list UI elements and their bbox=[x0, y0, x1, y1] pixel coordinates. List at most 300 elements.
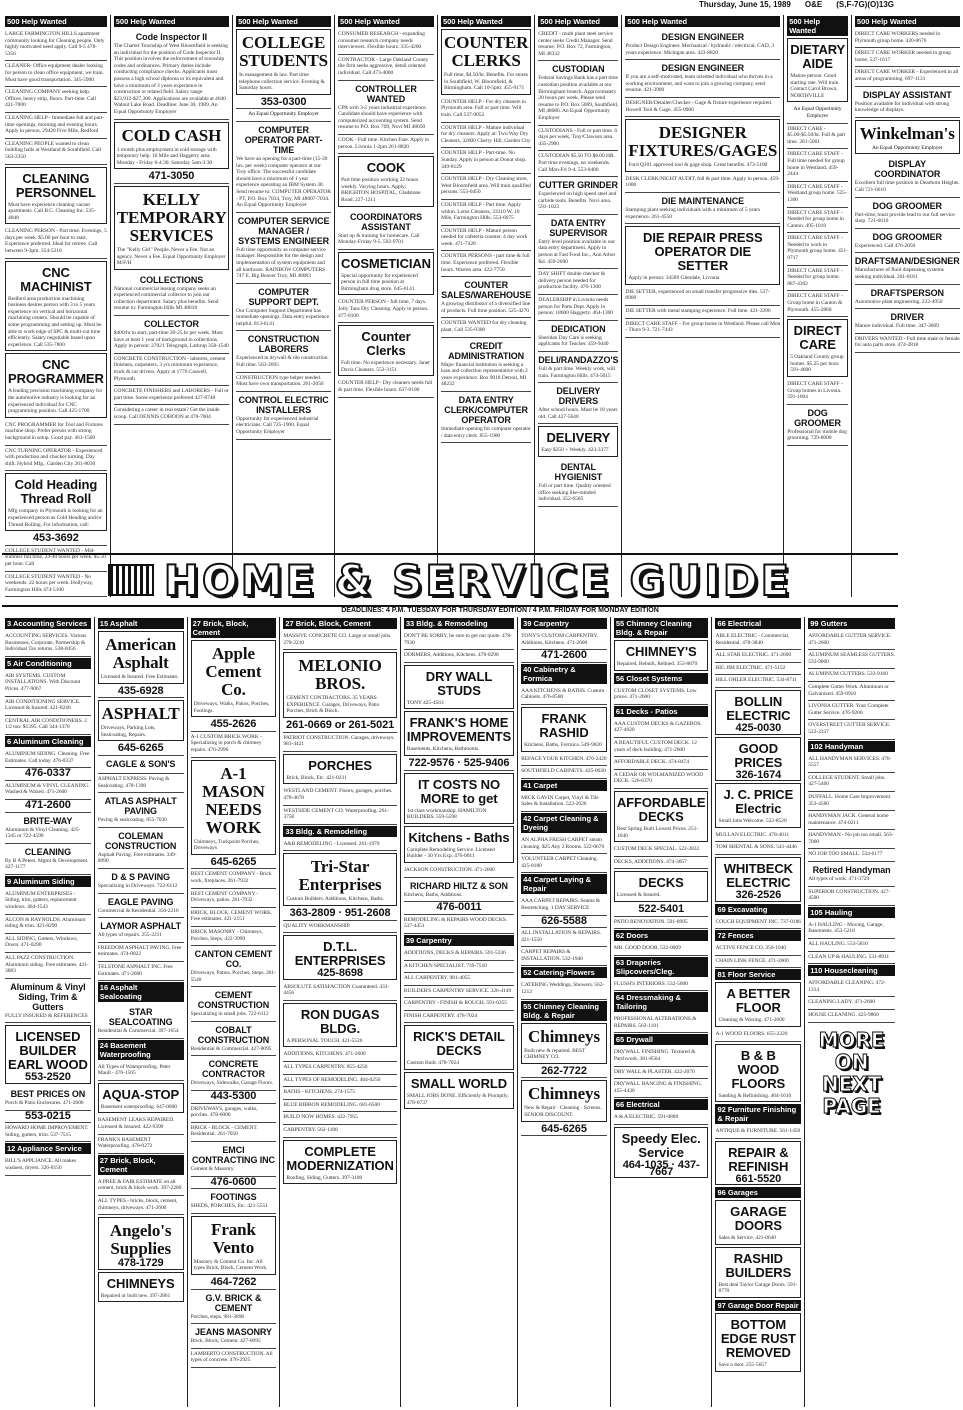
ad-note: An Equal Opportunity Employer bbox=[793, 106, 842, 119]
category-heading: 33 Bldg. & Remodeling bbox=[283, 826, 397, 837]
ad-body: SMALL JOBS DONE. Efficiently & Promptly. 478-0737 bbox=[406, 1093, 509, 1106]
ad-body: FRANK'S BASEMENT Waterproofing. 478-0272 bbox=[97, 1136, 153, 1150]
ad-body: COUNTER HELP - Part time. Apply within. Lotus Cleaners, 33310 W. 10 Mile, Farmington Hills. 553-6075 bbox=[440, 201, 521, 222]
category-heading: 24 Basement Waterproofing bbox=[98, 1040, 184, 1060]
classified-ad bbox=[98, 1272, 184, 1303]
ad-body: Part time position working 22 hours weekly. Varying hours. Apply: BRIGHTON HOSPITAL, Gladstone Road. 227-1211 bbox=[341, 177, 421, 203]
classified-ad bbox=[808, 887, 895, 906]
category-heading: 63 Draperies Slipcovers/Cleg. bbox=[614, 957, 709, 977]
ad-subhead: G.V. BRICK & CEMENT bbox=[205, 1292, 262, 1313]
classified-ad bbox=[98, 1135, 184, 1154]
ad-headline: Chimneys bbox=[528, 1026, 600, 1046]
ad-subhead: DISPLAY ASSISTANT bbox=[862, 89, 952, 100]
classified-ad bbox=[5, 1123, 91, 1142]
ad-body: Brick, Block, Cement. 427-0095 bbox=[190, 1338, 261, 1345]
ad-body: CNC TURNING OPERATOR - Experienced with production and chucker turning. Day shift. Hybrid Mfg., Garden City 261-8030 bbox=[5, 447, 103, 467]
classified-ad bbox=[715, 857, 801, 902]
ad-body: BLUE RIBBON REMODELING. 681-6500 bbox=[283, 1101, 380, 1108]
ad-body: ALUMINUM & VINYL CLEANING. Washed & Waxed. 471-2600 bbox=[5, 782, 90, 796]
classified-ad bbox=[283, 1140, 397, 1185]
classified-ad bbox=[521, 835, 607, 854]
classified-ad bbox=[191, 760, 277, 855]
ad-body: A CEDAR OR WOLMANIZED WOOD DECK. 526-6370 bbox=[613, 771, 704, 785]
ad-body: DIRECT CARE STAFF - Group homes in Livonia. 591-1004 bbox=[787, 381, 843, 401]
classified-ad bbox=[614, 686, 709, 705]
classified-ad bbox=[787, 182, 848, 208]
classified-ad bbox=[114, 272, 229, 316]
classified-ad bbox=[404, 826, 514, 863]
ad-note: An Equal Opportunity Employer bbox=[871, 144, 943, 151]
classified-ad bbox=[338, 297, 434, 323]
classified-ad bbox=[283, 733, 397, 752]
classified-ad bbox=[521, 854, 607, 873]
ad-phone: 425-0030 bbox=[735, 721, 782, 734]
classified-ad bbox=[808, 754, 895, 773]
service-guide-columns bbox=[2, 617, 898, 1407]
classified-ad bbox=[787, 405, 848, 446]
ad-subhead: Code Inspector II bbox=[135, 32, 208, 42]
ad-body: TONY 425-4563 bbox=[406, 699, 444, 706]
classified-ad bbox=[715, 1141, 801, 1186]
ad-body: CENTRAL AIR CONDITIONERS. 2 1/2 ton: $1395. Call 344-1378 bbox=[5, 717, 87, 731]
classified-ad bbox=[855, 253, 960, 284]
ad-subhead: DEDICATION bbox=[551, 323, 606, 334]
category-heading: 3 Accounting Services bbox=[5, 618, 91, 629]
classified-ad bbox=[191, 857, 277, 870]
ad-body: ALL TYPES OF REMODELING. 464-0250 bbox=[283, 1076, 381, 1083]
ad-headline: ASPHALT bbox=[101, 704, 180, 724]
ad-body: BEST CEMENT COMPANY - Brick work, fireplaces. 261-7932 bbox=[190, 871, 272, 884]
section-heading: 500 Help Wanted bbox=[338, 16, 434, 27]
classified-ad bbox=[441, 200, 531, 226]
ad-phone: 435-6928 bbox=[117, 684, 164, 697]
classified-ad bbox=[191, 1189, 277, 1214]
classified-ad bbox=[715, 1029, 801, 1042]
ad-body: Repaired or built new. 397-2861 bbox=[100, 1292, 171, 1299]
ad-body: NO JOB TOO SMALL. 534-6177 bbox=[808, 851, 883, 858]
classified-ad bbox=[191, 987, 277, 1022]
category-heading: 72 Fences bbox=[715, 930, 801, 941]
ad-body: Built new & repaired. BEST CHIMNEY CO. bbox=[524, 1047, 586, 1061]
ad-body: AAA KITCHENS & BATHS. Custom Cabinets. 476-0580 bbox=[521, 687, 605, 701]
ad-body: BUILD NOW HOMES. 422-7955 bbox=[283, 1114, 358, 1121]
ad-headline: WHITBECK ELECTRIC bbox=[723, 860, 793, 890]
classified-ad bbox=[441, 338, 531, 392]
ad-phone: 476-0337 bbox=[25, 767, 71, 780]
ad-body: FULLY INSURED & REFERENCES bbox=[5, 1012, 88, 1019]
ad-phone: 471-2600 bbox=[541, 649, 587, 662]
classified-column bbox=[622, 15, 784, 597]
category-heading: 61 Decks - Patios bbox=[614, 706, 709, 717]
classified-ad bbox=[614, 857, 709, 870]
ad-body: 1st class workmanship. HAMILTON BUILDERS. 559-5598 bbox=[406, 807, 487, 821]
classified-ad bbox=[787, 319, 848, 377]
ad-body: Experienced on high speed steel and carbide tools. Benefits. Novi area. 591-1023 bbox=[538, 191, 617, 211]
classified-ad bbox=[715, 1126, 801, 1139]
ad-subhead: ATLAS ASPHALT PAVING bbox=[104, 796, 177, 817]
ad-body: Roofing, Siding, Gutters. 397-3100 bbox=[286, 1174, 363, 1181]
ad-body: ADDITIONS, DECKS & REPAIRS. 591-5336 bbox=[403, 949, 506, 956]
classified-ad bbox=[283, 1049, 397, 1062]
classified-ad bbox=[538, 151, 618, 177]
ad-headline: A BETTER FLOOR bbox=[726, 986, 791, 1016]
ad-body: LAMBERTO CONSTRUCTION. All types of concrete. 476-2925 bbox=[190, 1350, 273, 1364]
ad-phone: 661-5520 bbox=[735, 1172, 782, 1185]
ad-headline: DIETARY AIDE bbox=[790, 42, 846, 71]
classified-ad bbox=[283, 1075, 397, 1088]
ad-body: Position available for individual with strong knowledge of displays. bbox=[854, 100, 950, 114]
ad-body: SHEDS, PORCHES, Etc. 421-5551 bbox=[190, 1203, 268, 1210]
banner-title: HOME & SERVICE GUIDE bbox=[163, 555, 793, 605]
ad-subhead: DESIGN ENGINEER bbox=[661, 32, 745, 42]
ad-subhead: EMCI CONTRACTING INC bbox=[191, 1145, 275, 1166]
ad-subhead: CONTROLLER WANTED bbox=[355, 83, 417, 104]
classified-ad bbox=[441, 123, 531, 149]
ad-phone: 261-0669 or 261-5021 bbox=[286, 718, 395, 731]
classified-ad bbox=[5, 533, 107, 546]
classified-ad bbox=[538, 61, 618, 125]
ad-body: Easy $250 + Weekly. 423-3377 bbox=[541, 447, 609, 454]
ad-body: ALL SIDING, Gutters, Windows, Doors. 471-0290 bbox=[5, 935, 78, 949]
ad-body: BILL OHLER ELECTRIC. 534-8711 bbox=[715, 677, 797, 684]
section-heading: 500 Help Wanted bbox=[441, 16, 531, 27]
ad-body: AIR CONDITIONING SERVICE. Licensed & Insured. 421-0240 bbox=[5, 698, 81, 712]
ad-headline: KELLY TEMPORARY SERVICES bbox=[116, 189, 227, 245]
ad-body: Licensed & Insured. bbox=[616, 892, 661, 899]
classified-ad bbox=[338, 29, 434, 55]
ad-headline: Winkelman's bbox=[859, 123, 955, 143]
ad-body: Part-time, must provide lead to our full service shop. 721-6610 bbox=[854, 211, 955, 225]
classified-ad bbox=[614, 1047, 709, 1066]
classified-ad bbox=[236, 392, 331, 440]
classified-ad bbox=[715, 1200, 801, 1245]
ad-body: A&B REMODELING - Licensed. 261-1970 bbox=[283, 840, 380, 847]
ad-headline: DESIGNER FIXTURES/GAGES bbox=[628, 123, 778, 161]
ad-body: Product Design Engineer. Mechanical / hydraulic / electrical. CAD, 3 years experience. Michigan area. 423-8820 bbox=[625, 43, 774, 56]
category-heading: 92 Furniture Finishing & Repair bbox=[715, 1104, 801, 1124]
ad-headline: AFFORDABLE DECKS bbox=[616, 794, 706, 824]
classified-ad bbox=[715, 783, 801, 828]
ad-body: A KITCHEN SPECIALIST. 739-7510 bbox=[403, 962, 487, 969]
ad-subhead: DELIVERY DRIVERS bbox=[556, 386, 601, 407]
classified-ad bbox=[114, 186, 229, 270]
category-heading: 44 Carpet Laying & Repair bbox=[521, 874, 607, 894]
ad-body: CLEANING PERSON - Part time. Evenings, 5 days per week. $5.00 per hour to start. Experience preferred. Ideal for retiree. Call between 9-3pm. 354-5210 bbox=[5, 228, 107, 255]
classified-ad bbox=[98, 793, 184, 828]
ad-body: We have an opening for a part-time (15-20 hrs. per week) computer operator at our Troy office. The successful candidate should have a minimum of 1 year experience operating an IBM System 38. Send resume to: COMPUTER OPERATOR - PT, P.O. Box 7034, Troy, MI 48007-7034. An Equal Opportunity Employer bbox=[236, 155, 331, 209]
classified-column bbox=[2, 617, 95, 1407]
classified-ad bbox=[98, 918, 184, 943]
ad-body: BRICK MASONRY - Chimneys, Porches, Steps. 422-3999 bbox=[190, 928, 263, 942]
ad-body: CUSTODIAN $5.50 TO $6.00 HR. Part time evenings, no weekends. Call Mon-Fri 9-4. 553-0480 bbox=[538, 153, 615, 173]
classified-ad bbox=[114, 405, 229, 424]
ad-body: Sheridan Day Care is seeking applicants for Teacher. 459-9440 bbox=[538, 334, 609, 348]
ad-body: Full time. No experience necessary. Janet Davis Cleaners. 553-3151 bbox=[341, 360, 430, 373]
ad-body: COUNTER HELP - Mature individual for dry cleaners. Apply at: Two Way Dry Cleaners, 32600 Cherry Hill, Garden City bbox=[440, 124, 531, 144]
ad-body: ALL HANDYMAN SERVICES. 476-5557 bbox=[808, 755, 892, 769]
ad-body: DORMERS, Additions, Kitchens. 478-0290 bbox=[403, 652, 499, 659]
ad-headline: GARAGE DOORS bbox=[730, 1204, 787, 1234]
ad-headline: DELIVERY bbox=[546, 430, 611, 446]
classified-ad bbox=[283, 935, 397, 980]
ad-body: ABSOLUTE SATISFACTION Guaranteed. 433-4456 bbox=[283, 983, 390, 997]
ad-body: A & A ELECTRIC. 591-0880 bbox=[613, 1114, 679, 1121]
classified-column bbox=[438, 15, 535, 597]
ad-headline: COLD CASH bbox=[121, 125, 222, 145]
classified-ad bbox=[283, 754, 397, 785]
classified-ad bbox=[855, 285, 960, 310]
classified-ad bbox=[521, 766, 607, 779]
classified-ad bbox=[191, 1277, 277, 1290]
classified-ad bbox=[521, 896, 607, 915]
ad-headline: Chimneys bbox=[528, 1084, 600, 1104]
ad-phone: 471-3050 bbox=[148, 170, 195, 183]
classified-ad bbox=[283, 720, 397, 733]
ad-body: DON'T BE SORRY, be sure to get our quote. 478-7930 bbox=[403, 633, 512, 646]
ad-headline: COSMETICIAN bbox=[341, 255, 431, 271]
classified-ad bbox=[191, 719, 277, 732]
ad-phone: 455-2626 bbox=[210, 718, 257, 731]
ad-body: BASEMENT LEAKS REPAIRED. Licensed & Insured. 422-9390 bbox=[97, 1117, 175, 1131]
ad-body: BUILDER'S CARPENTRY SERVICE. 326-4149 bbox=[403, 987, 512, 994]
category-heading: 105 Hauling bbox=[808, 907, 895, 918]
ad-body: OVERSTREET GUTTER SERVICE. 522-2337 bbox=[808, 722, 891, 735]
ad-body: ALUMINUM SIDING. Cleaning. Free Estimates. Call today. 476-0337 bbox=[5, 750, 90, 764]
classified-ad bbox=[441, 277, 531, 318]
ad-body: DIRECT CARE WORKERS needed in Plymouth group home. 420-0676 bbox=[854, 31, 941, 44]
classified-ad bbox=[521, 631, 607, 650]
classified-ad bbox=[614, 943, 709, 956]
classified-ad bbox=[404, 1072, 514, 1109]
ad-body: AFFORDABLE CLEANING. 472-1314 bbox=[808, 980, 886, 993]
ad-body: DIRECT CARE WORKER - Experienced in all areas of programming. 697-1131 bbox=[854, 69, 959, 82]
ad-body: PATRIOT CONSTRUCTION. Garages, driveways. 981-4421 bbox=[283, 734, 395, 748]
ad-body: CNC PROGRAMMER for Tool and Fixtures machine shop. Prefer person with strong background in setup. Good pay. 461-1500 bbox=[5, 421, 103, 441]
ad-body: Automotive plant engineering. 222-4950 bbox=[854, 298, 943, 305]
ad-note: An Equal Opportunity Employer bbox=[248, 111, 319, 118]
ad-body: Apply in person: 34589 Glendale, Livonia bbox=[628, 275, 720, 282]
classified-ad bbox=[404, 773, 514, 824]
ad-subhead: DOG GROOMER bbox=[794, 407, 841, 428]
classified-column bbox=[2, 15, 111, 597]
classified-ad bbox=[538, 215, 618, 269]
ad-headline: Speedy Elec. Service bbox=[621, 1131, 701, 1161]
classified-ad bbox=[808, 952, 895, 965]
ad-body: A BEAUTIFUL CUSTOM DECK. 12 years of deck building. 471-2600 bbox=[613, 739, 697, 753]
ad-headline: Kitchens - Baths bbox=[408, 829, 510, 845]
classified-ad bbox=[538, 126, 618, 152]
classified-ad bbox=[236, 331, 331, 372]
classified-ad bbox=[521, 793, 607, 812]
header-paper: O&E bbox=[804, 0, 823, 9]
classified-ad bbox=[614, 770, 709, 789]
ad-subhead: DELI/RANDAZZO'S bbox=[538, 355, 619, 365]
category-heading: 5 Air Conditioning bbox=[5, 658, 91, 669]
ad-phone: 476-0600 bbox=[210, 1175, 257, 1188]
classified-ad bbox=[98, 1083, 184, 1114]
classified-ad bbox=[521, 1066, 607, 1079]
ad-subhead: DATA ENTRY CLERK/COMPUTER OPERATOR bbox=[444, 395, 528, 425]
ad-body: ALL STAR ELECTRIC. 471-2600 bbox=[715, 652, 792, 659]
ad-subhead: COMPUTER OPERATOR PART-TIME bbox=[244, 124, 323, 155]
category-heading: 39 Carpentry bbox=[404, 935, 514, 946]
classified-column bbox=[280, 617, 401, 1407]
ad-headline: FRANK'S HOME IMPROVEMENTS bbox=[406, 715, 512, 745]
ad-body: COLLEGE STUDENT WANTED - Mid-summer full time, 24-40 hours per week. $5.50 per hour. Call bbox=[5, 547, 106, 567]
ad-body: HANDYMAN JACK. General home maintenance. 474-0211 bbox=[808, 813, 889, 826]
classified-ad bbox=[521, 686, 607, 705]
ad-body: BIG JIM ELECTRIC. 471-5152 bbox=[715, 664, 786, 671]
ad-body: Specializing in small jobs. 722-6112 bbox=[190, 1011, 269, 1018]
ad-subhead: CONSTRUCTION LABORERS bbox=[247, 334, 320, 355]
ad-body: BILL'S APPLIANCE. All makes washers, dryers. 326-8150 bbox=[5, 1158, 77, 1171]
ad-body: FREEDOM ASPHALT PAVING. Free estimates. 474-0022 bbox=[97, 944, 182, 958]
ad-body: HOWARD HOME IMPROVEMENT. Siding, gutters, trim. 537-7515 bbox=[5, 1125, 89, 1138]
classified-ad bbox=[404, 902, 514, 915]
ad-body: Complete Remodeling Service. Licensed Builder - 30 Yrs Exp. 476-0011 bbox=[406, 846, 495, 860]
classified-ad bbox=[625, 29, 780, 60]
ad-subhead: COLLECTOR bbox=[143, 319, 199, 330]
ad-body: LIVONIA GUTTER. Your Complete Gutter Service. 476-9200 bbox=[808, 703, 889, 716]
classified-ad bbox=[855, 67, 960, 86]
ad-body: Mature person. Good starting rate. Will train. Contact Carol Brown, NORTHVILLE bbox=[790, 73, 840, 99]
section-heading: 500 Help Wanted bbox=[855, 16, 960, 27]
ad-body: DAY SHIFT double checker & delivery person needed for production facility. 476-1300 bbox=[538, 271, 606, 291]
classified-ad bbox=[614, 1067, 709, 1080]
category-heading: 64 Dressmaking & Tailoring bbox=[614, 992, 709, 1012]
ad-body: A-1 CUSTOM BRICK WORK - Specializing in porch & chimney repairs. 476-2990 bbox=[190, 733, 262, 753]
classified-ad bbox=[338, 209, 434, 250]
classified-ad bbox=[441, 251, 531, 277]
classified-ad bbox=[625, 174, 780, 193]
section-heading: 500 Help Wanted bbox=[236, 16, 331, 27]
classified-ad bbox=[521, 1023, 607, 1064]
ad-subhead: BRITE-WAY bbox=[23, 815, 73, 826]
classified-column bbox=[401, 617, 518, 1407]
classified-ad bbox=[5, 1025, 91, 1084]
classified-column bbox=[784, 15, 852, 597]
classified-ad bbox=[614, 979, 709, 992]
category-heading: 6 Aluminum Cleaning bbox=[5, 736, 91, 747]
ad-subhead: DRAFTSMAN/DESIGNER bbox=[854, 256, 960, 267]
classified-ad bbox=[521, 947, 607, 966]
classified-ad bbox=[98, 1177, 184, 1196]
classified-ad bbox=[715, 663, 801, 676]
ad-body: CONCRETE FINISHERS and LABORERS - Full or part time. Some experience preferred 427-8748 bbox=[113, 388, 229, 401]
classified-ad bbox=[614, 719, 709, 738]
ad-body: CLEANING HELP - Immediate full and part-time openings, morning and evening hours. Apply in person. 29420 Five Mile, Redford bbox=[5, 114, 104, 135]
category-heading: 9 Aluminum Siding bbox=[5, 876, 91, 887]
ad-body: The "Kelly Girl" People. Never a Fee. Not an agency. Never a Fee. Equal Opportunity Employer M/F/H bbox=[116, 246, 226, 267]
classified-ad bbox=[5, 1156, 91, 1175]
ad-headline: B & B WOOD FLOORS bbox=[731, 1047, 786, 1091]
ad-body: All Types of Waterproofing. Peter Maull - 476-1565 bbox=[97, 1063, 171, 1077]
category-heading: 99 Gutters bbox=[808, 618, 895, 629]
ad-subhead: D & S PAVING bbox=[111, 871, 170, 882]
ad-body: Stamping plant seeking individuals with a minimum of 5 years experience. 261-4550 bbox=[625, 206, 761, 220]
ad-body: CONTRACTOR - Large Oakland County tile firm seeks aggressive, detail oriented individual. Call 473-4000 bbox=[338, 56, 429, 76]
ad-headline: DIE REPAIR PRESS OPERATOR DIE SETTER bbox=[643, 230, 763, 274]
ad-headline: CNC MACHINIST bbox=[20, 264, 92, 294]
ad-body: Save a door. 255-5657 bbox=[718, 1362, 767, 1369]
ad-body: WESTLAND CEMENT. Floors, garages, porches. 478-4678 bbox=[283, 788, 393, 801]
ad-headline: CHIMNEYS bbox=[106, 1275, 175, 1291]
classified-ad bbox=[441, 29, 531, 95]
classified-ad bbox=[404, 986, 514, 999]
classified-ad bbox=[715, 1313, 801, 1372]
classified-ad bbox=[5, 1086, 91, 1111]
classified-ad bbox=[191, 889, 277, 908]
classified-ad bbox=[855, 198, 960, 229]
ad-body: CONSUMER RESEARCH - expanding consumer research company needs interviewers. Flexible hours. 335-4200 bbox=[338, 31, 425, 51]
ad-phone: 353-0300 bbox=[260, 95, 307, 108]
category-heading: 40 Cabinetry & Formica bbox=[521, 664, 607, 684]
classified-ad bbox=[855, 48, 960, 67]
classified-ad bbox=[614, 1014, 709, 1033]
ad-subhead: COMPUTER SUPPORT DEPT. bbox=[248, 286, 319, 307]
classified-ad bbox=[855, 309, 960, 334]
ad-headline: DIRECT CARE bbox=[793, 323, 842, 353]
classified-ad bbox=[808, 849, 895, 862]
classified-ad bbox=[5, 139, 107, 165]
ad-subhead: COLEMAN CONSTRUCTION bbox=[105, 830, 177, 851]
ad-body: Asphalt Paving. Free estimates. 349-8090 bbox=[97, 851, 177, 865]
classified-ad bbox=[808, 682, 895, 701]
section-heading: 500 Help Wanted bbox=[538, 16, 618, 27]
ad-body: PROFESSIONAL ALTERATIONS & REPAIRS. 563-1101 bbox=[613, 1016, 697, 1029]
ad-body: CATERING Weddings, Showers. 562-1212 bbox=[521, 982, 605, 996]
category-heading: 55 Chimney Cleaning Bldg. & Repair bbox=[521, 1001, 607, 1021]
classified-ad bbox=[5, 1111, 91, 1124]
classified-ad bbox=[191, 927, 277, 946]
ad-body: COUNTER HELP - Dry Cleaning store, West Bloomfield area. Will train qualified persons. 553-0450 bbox=[440, 176, 531, 196]
ad-subhead: DISPLAY COORDINATOR bbox=[874, 159, 941, 180]
classified-ad bbox=[715, 842, 801, 855]
ad-headline: Counter Clerks bbox=[361, 329, 411, 359]
classified-ad bbox=[855, 29, 960, 48]
classified-ad bbox=[715, 943, 801, 956]
ad-body: Full time opportunity as computer service manager. Responsible for the design and implementation of system equipment and all hardware. RAINBOW COMPUTERS 747 E. Big Beaver Troy, MI 48083 bbox=[236, 246, 326, 280]
classified-ad bbox=[855, 334, 960, 353]
classified-ad bbox=[98, 962, 184, 981]
ad-headline: BOLLIN ELECTRIC bbox=[726, 693, 791, 723]
ad-body: If you are a self-motivated, team oriented individual who thrives in a working environment, and want to join a growing company, send resume. 421-3900 bbox=[625, 74, 773, 94]
ad-subhead: CONTROL ELECTRIC INSTALLERS bbox=[238, 394, 329, 415]
classified-ad bbox=[191, 1349, 277, 1368]
classified-ad bbox=[538, 426, 618, 457]
ad-body: Special opportunity for experienced person in full time position at Birmingham drug store. 645-6141 bbox=[341, 272, 418, 292]
ad-body: Experienced in drywall & tile construction. Full time. 563-2695 bbox=[236, 355, 329, 369]
ad-body: All types of repairs. 255-2211 bbox=[97, 932, 162, 939]
ad-subhead: COORDINATORS ASSISTANT bbox=[350, 211, 422, 232]
ad-phone: 443-5300 bbox=[210, 1090, 257, 1103]
ad-body: National commercial leasing company seeks an experienced commercial collector to join our collection department. Salary plus benefits. Send resume to: Farmington Hills MI 48018 bbox=[113, 285, 219, 312]
classified-ad bbox=[808, 862, 895, 887]
category-heading: 56 Closet Systems bbox=[614, 673, 709, 684]
ad-subhead: CONCRETE CONTRACTOR bbox=[202, 1059, 265, 1080]
ad-body: AIR SYSTEMS. CUSTOM INSTALLATIONS. With Discount Prices. 477-9067 bbox=[5, 672, 81, 692]
ad-body: Full or part time. Quality oriented office seeking like-minded individual. 352-6505 bbox=[538, 482, 611, 503]
ad-body: Specializing in Driveways. 722-6112 bbox=[97, 882, 178, 889]
classified-ad bbox=[191, 1056, 277, 1091]
classified-ad bbox=[625, 119, 780, 172]
ad-body: REMODELING & REPAIRS WOOD DECKS. 537-4451 bbox=[403, 916, 508, 930]
category-heading: 97 Garage Door Repair bbox=[715, 1300, 801, 1311]
classified-ad bbox=[808, 811, 895, 830]
classified-ad bbox=[5, 768, 91, 781]
category-heading: 96 Garages bbox=[715, 1187, 801, 1198]
ad-headline: DRY WALL STUDS bbox=[425, 668, 493, 698]
